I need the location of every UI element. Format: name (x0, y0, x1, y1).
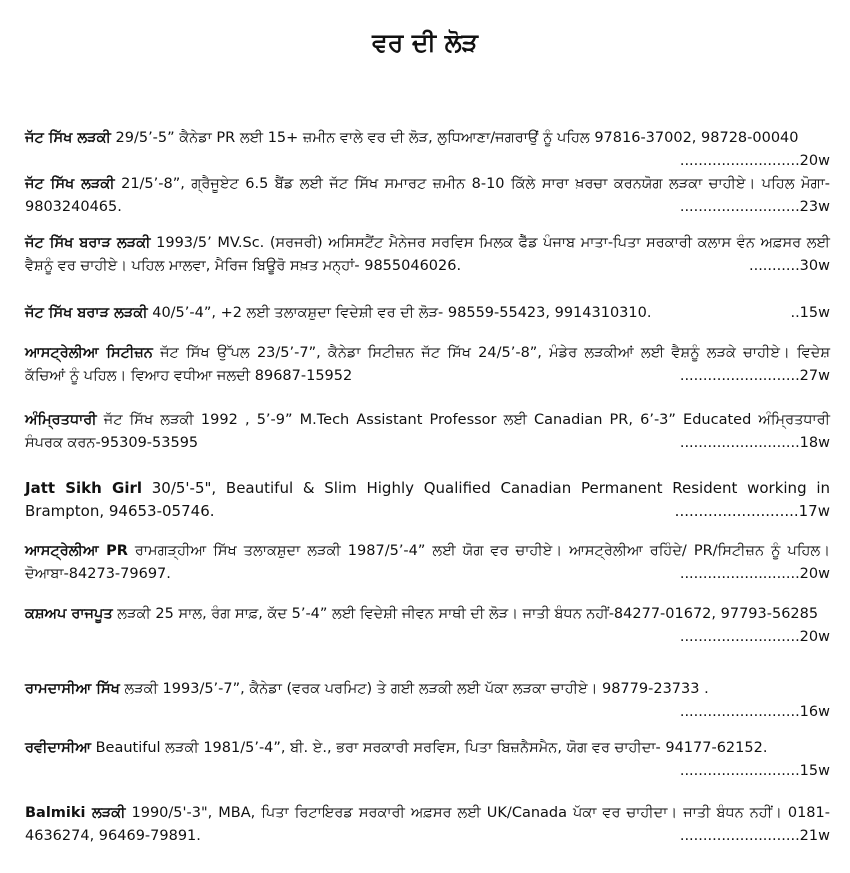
ad-lead: ਆਸਟ੍ਰੇਲੀਆ PR (25, 543, 128, 559)
ad-body: 1990/5'-3", MBA, ਪਿਤਾ ਰਿਟਾਇਰਡ ਸਰਕਾਰੀ ਅਫ਼ਸਰ ਲਈ UK/Canada ਪੱਕਾ ਵਰ ਚਾਹੀਦਾ। ਜਾਤੀ ਬੰਧਨ ਨਹੀਂ। 0181-4636274, 96469-79891. (25, 805, 830, 844)
ad-body: ਰਾਮਗੜ੍ਹੀਆ ਸਿੱਖ ਤਲਾਕਸ਼ੁਦਾ ਲੜਕੀ 1987/5’-4” ਲਈ ਯੋਗ ਵਰ ਚਾਹੀਏ। ਆਸਟ੍ਰੇਲੀਆ ਰਹਿੰਦੇ/ PR/ਸਿਟੀਜ਼ਨ ਨੂੰ ਪਹਿਲ। ਦੋਆਬਾ-84273-79697. (25, 543, 830, 582)
classified-ad (25, 232, 830, 278)
ad-lead: ਕਸ਼ਅਪ ਰਾਜਪੂਤ (25, 606, 113, 622)
ad-body: ਲੜਕੀ 25 ਸਾਲ, ਰੰਗ ਸਾਫ਼, ਕੱਦ 5’-4” ਲਈ ਵਿਦੇਸ਼ੀ ਜੀਵਨ ਸਾਥੀ ਦੀ ਲੋੜ। ਜਾਤੀ ਬੰਧਨ ਨਹੀਂ-84277-01672, 97793-56285 (112, 606, 819, 622)
ad-word-count: ..........................20w (679, 566, 830, 582)
ad-body: 21/5’-8”, ਗ੍ਰੈਜੂਏਟ 6.5 ਬੈਂਡ ਲਈ ਜੱਟ ਸਿੱਖ ਸਮਾਰਟ ਜ਼ਮੀਨ 8-10 ਕਿੱਲੇ ਸਾਰਾ ਖ਼ਰਚਾ ਕਰਨਯੋਗ ਲੜਕਾ ਚਾਹੀਏ। ਪਹਿਲ ਮੋਗਾ- 9803240465. (25, 176, 830, 215)
ad-word-count: ..........................21w (679, 828, 830, 844)
classified-ad (25, 802, 830, 848)
ad-body: 30/5'-5", Beautiful & Slim Highly Qualified Canadian Permanent Resident working in Brampton, 94653-05746. (25, 479, 830, 520)
ad-body: 1993/5’ MV.Sc. (ਸਰਜਰੀ) ਅਸਿਸਟੈਂਟ ਮੈਨੇਜਰ ਸਰਵਿਸ ਮਿਲਕ ਫੈੱਡ ਪੰਜਾਬ ਮਾਤਾ-ਪਿਤਾ ਸਰਕਾਰੀ ਕਲਾਸ ਵੰਨ ਅਫ਼ਸਰ ਲਈ ਵੈਸ਼ਨੂੰ ਵਰ ਚਾਹੀਏ। ਪਹਿਲ ਮਾਲਵਾ, ਮੈਰਿਜ ਬਿਊਰੋ ਸਖ਼ਤ ਮਨ੍ਹਾਂ- 9855046026. (25, 235, 830, 274)
classified-ad (25, 127, 830, 173)
ad-body: 29/5’-5” ਕੈਨੇਡਾ PR ਲਈ 15+ ਜ਼ਮੀਨ ਵਾਲੇ ਵਰ ਦੀ ਲੋੜ, ਲੁਧਿਆਣਾ/ਜਗਰਾਉਂ ਨੂੰ ਪਹਿਲ 97816-37002, 98728-00040 (110, 130, 799, 146)
classified-ad (25, 409, 830, 455)
ad-lead: ਰਵੀਦਾਸੀਆ (25, 740, 91, 756)
ad-word-count: ..........................16w (679, 704, 830, 720)
ad-lead: Balmiki ਲੜਕੀ (25, 805, 126, 821)
ad-lead: ਅੰਮ੍ਰਿਤਧਾਰੀ (25, 412, 97, 428)
classified-ad (25, 737, 830, 783)
ad-lead: ਰਾਮਦਾਸੀਆ ਸਿੱਖ (25, 681, 120, 697)
ad-body: Beautiful ਲੜਕੀ 1981/5’-4”, ਬੀ. ਏ., ਭਰਾ ਸਰਕਾਰੀ ਸਰਵਿਸ, ਪਿਤਾ ਬਿਜ਼ਨੈਸਮੈਨ, ਯੋਗ ਵਰ ਚਾਹੀਦਾ- 94177-62152. (90, 740, 768, 756)
ad-word-count: ..........................15w (679, 763, 830, 779)
ad-lead: ਜੱਟ ਸਿੱਖ ਲੜਕੀ (25, 176, 115, 192)
ad-body: ਜੱਟ ਸਿੱਖ ਉੱਪਲ 23/5’-7”, ਕੈਨੇਡਾ ਸਿਟੀਜ਼ਨ ਜੱਟ ਸਿੱਖ 24/5’-8”, ਮੰਡੇਰ ਲੜਕੀਆਂ ਲਈ ਵੈਸ਼ਨੂੰ ਲੜਕੇ ਚਾਹੀਏ। ਵਿਦੇਸ਼ ਕੱਚਿਆਂ ਨੂੰ ਪਹਿਲ। ਵਿਆਹ ਵਧੀਆ ਜਲਦੀ 89687-15952 (25, 345, 830, 384)
classified-ad (25, 477, 830, 523)
classified-ad (25, 678, 830, 724)
classified-ad (25, 603, 830, 649)
ad-body: 40/5’-4”, +2 ਲਈ ਤਲਾਕਸ਼ੁਦਾ ਵਿਦੇਸ਼ੀ ਵਰ ਦੀ ਲੋੜ- 98559-55423, 9914310310. (147, 305, 652, 321)
ad-lead: ਆਸਟ੍ਰੇਲੀਆ ਸਿਟੀਜ਼ਨ (25, 345, 153, 361)
classified-ad (25, 302, 830, 325)
ad-body: ਜੱਟ ਸਿੱਖ ਲੜਕੀ 1992 , 5’-9” M.Tech Assistant Professor ਲਈ Canadian PR, 6’-3” Educated ਅੰਮ੍ਰਿਤਧਾਰੀ ਸੰਪਰਕ ਕਰਨ-95309-53595 (25, 412, 830, 451)
ad-word-count: ..........................18w (679, 435, 830, 451)
ad-word-count: ..........................20w (679, 153, 830, 169)
ad-body: ਲੜਕੀ 1993/5’-7”, ਕੈਨੇਡਾ (ਵਰਕ ਪਰਮਿਟ) ਤੇ ਗਈ ਲੜਕੀ ਲਈ ਪੱਕਾ ਲੜਕਾ ਚਾਹੀਏ। 98779-23733 . (119, 681, 709, 697)
ad-word-count: ...........30w (748, 258, 830, 274)
ad-word-count: ..........................20w (679, 629, 830, 645)
ad-lead: ਜੱਟ ਸਿੱਖ ਬਰਾੜ ਲੜਕੀ (25, 305, 148, 321)
ad-lead: ਜੱਟ ਸਿੱਖ ਬਰਾੜ ਲੜਕੀ (25, 235, 151, 251)
ad-word-count: ..........................23w (679, 199, 830, 215)
page-title: ਵਰ ਦੀ ਲੋੜ (372, 28, 478, 57)
classified-ad (25, 540, 830, 586)
ad-word-count: ..15w (790, 305, 830, 321)
ad-lead: ਜੱਟ ਸਿੱਖ ਲੜਕੀ (25, 130, 111, 146)
classified-ad (25, 173, 830, 219)
ad-word-count: ..........................27w (679, 368, 830, 384)
ad-word-count: ..........................17w (674, 502, 830, 520)
classified-ad (25, 342, 830, 388)
ad-lead: Jatt Sikh Girl (25, 479, 143, 497)
